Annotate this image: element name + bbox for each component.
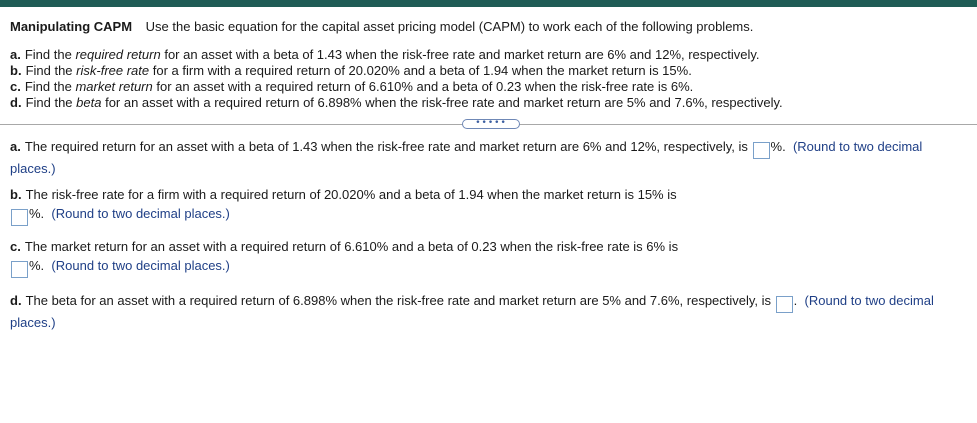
answer-item-d [10, 291, 960, 332]
rounding-hint: (Round to two decimal places.) [51, 206, 230, 221]
answer-item-c [10, 237, 960, 278]
problem-text-post: for an asset with a beta of 1.43 when the risk-free rate and market return are 6% and 12%, respectively. [160, 47, 760, 62]
problem-text-pre: Find the [25, 95, 77, 110]
problem-text-emphasis: risk-free rate [76, 63, 150, 78]
answer-text: The market return for an asset with a required return of 6.610% and a beta of 0.23 when the risk-free rate is 6% is [24, 239, 679, 254]
problem-item-a [10, 47, 970, 63]
answer-unit: %. [770, 139, 786, 154]
problem-text-post: for a firm with a required return of 20.020% and a beta of 1.94 when the market return is 15%. [149, 63, 692, 78]
answer-letter: d. [10, 293, 22, 308]
answer-input-b[interactable] [11, 209, 28, 226]
rounding-hint: (Round to two decimal places.) [10, 139, 923, 176]
problem-text-emphasis: market return [75, 79, 153, 94]
answer-letter: b. [10, 187, 22, 202]
answer-letter: a. [10, 139, 21, 154]
rounding-hint: (Round to two decimal places.) [51, 258, 230, 273]
answer-unit: %. [29, 206, 45, 221]
problem-item-d [10, 95, 970, 111]
answer-letter: c. [10, 239, 21, 254]
problem-letter: a. [10, 47, 21, 62]
answer-unit: %. [29, 258, 45, 273]
question-title: Manipulating CAPM [10, 19, 133, 34]
problem-text-post: for an asset with a required return of 6.898% when the risk-free rate and market return are 5% and 7.6%, respectively. [101, 95, 783, 110]
more-dots-icon: ••••• [475, 117, 507, 128]
problem-item-b [10, 63, 970, 79]
expand-collapse-handle[interactable] [462, 119, 520, 129]
answer-item-a [10, 137, 960, 178]
answer-unit: . [793, 293, 798, 308]
answer-input-a[interactable] [753, 142, 770, 159]
problem-list [10, 47, 970, 111]
answer-text: The required return for an asset with a beta of 1.43 when the risk-free rate and market return are 6% and 12%, respectively, is [24, 139, 752, 154]
problem-item-c [10, 79, 970, 95]
problem-text-emphasis: required return [75, 47, 161, 62]
problem-text-pre: Find the [24, 79, 76, 94]
top-bar [0, 0, 977, 7]
problem-text-post: for an asset with a required return of 6.610% and a beta of 0.23 when the risk-free rate is 6%. [152, 79, 694, 94]
answer-item-b [10, 185, 960, 226]
answer-input-d[interactable] [776, 296, 793, 313]
answer-text: The beta for an asset with a required return of 6.898% when the risk-free rate and market return are 5% and 7.6%, respectively, is [25, 293, 775, 308]
question-instruction: Use the basic equation for the capital asset pricing model (CAPM) to work each of the following problems. [145, 19, 754, 34]
answer-text: The risk-free rate for a firm with a required return of 20.020% and a beta of 1.94 when the market return is 15% is [25, 187, 677, 202]
problem-text-pre: Find the [24, 47, 76, 62]
rounding-hint: (Round to two decimal places.) [10, 293, 934, 330]
problem-letter: c. [10, 79, 21, 94]
problem-text-pre: Find the [25, 63, 77, 78]
problem-letter: d. [10, 95, 22, 110]
problem-letter: b. [10, 63, 22, 78]
question-header [10, 19, 970, 35]
problem-text-emphasis: beta [76, 95, 102, 110]
answer-input-c[interactable] [11, 261, 28, 278]
